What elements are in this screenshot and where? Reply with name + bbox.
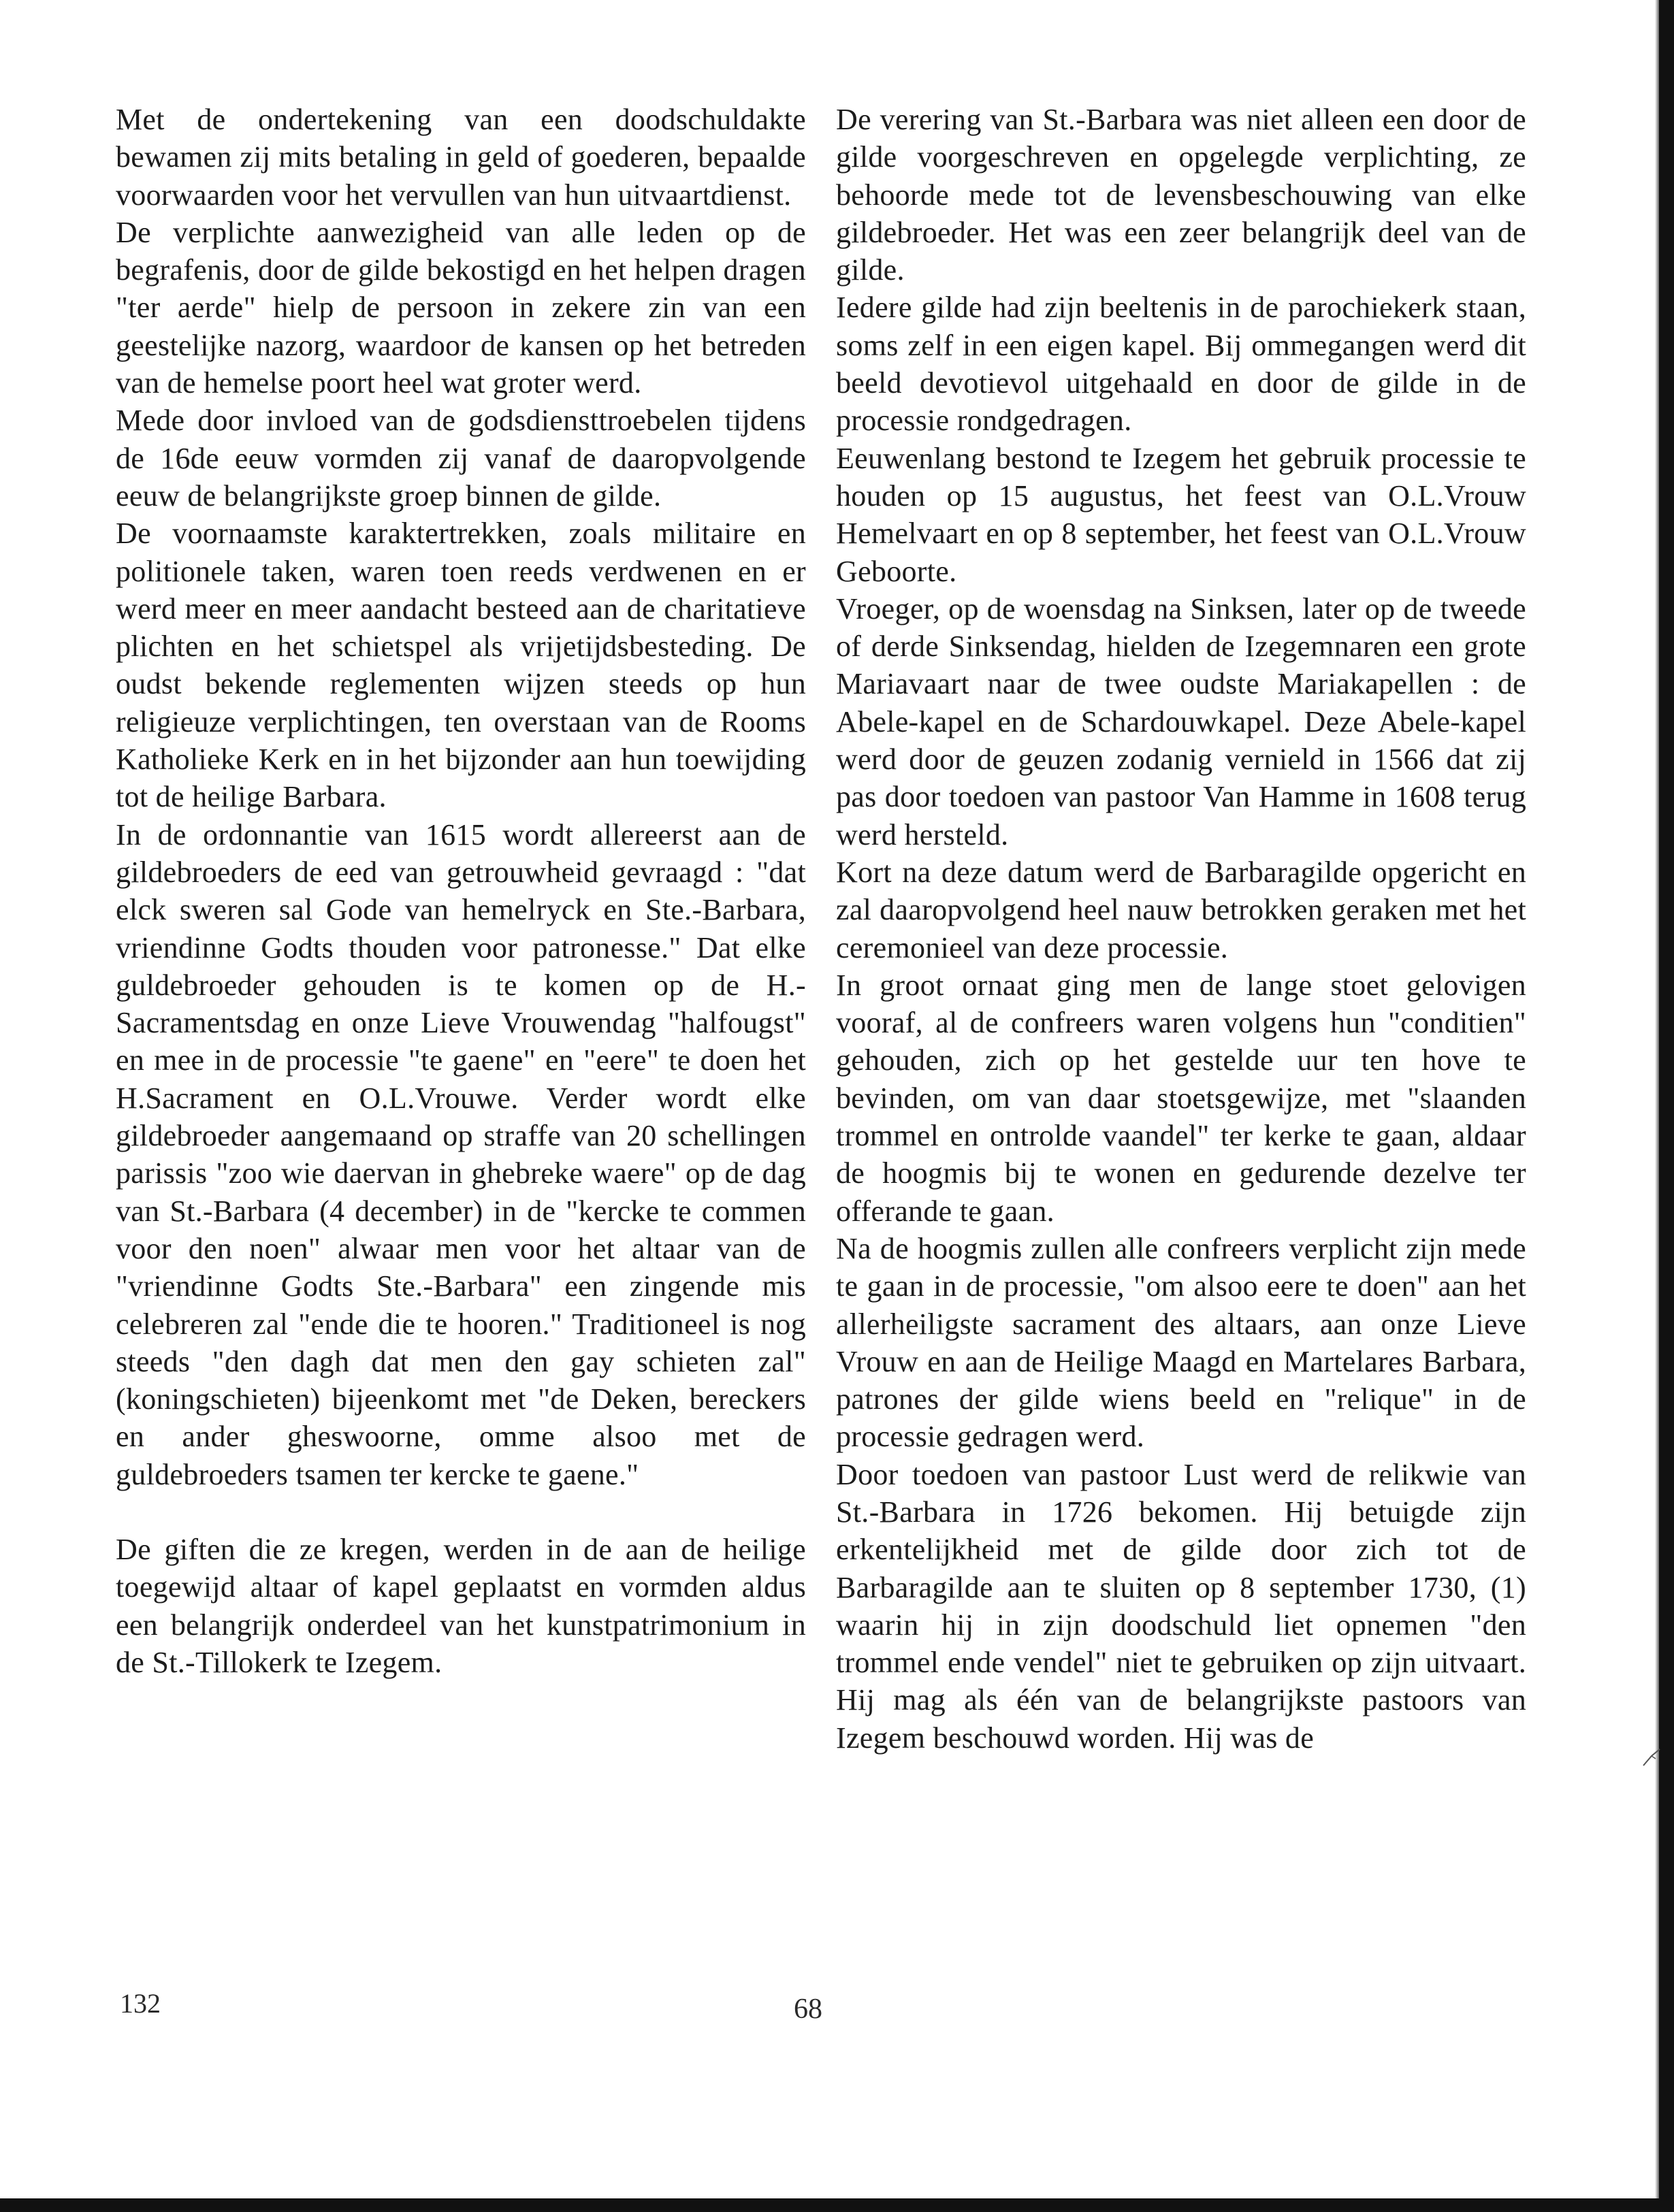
paragraph: Met de ondertekening van een doodschuldakte bewamen zij mits betaling in geld of goederen, bepaalde voorwaarden voor het vervullen van hun uitvaartdienst. <box>116 103 806 212</box>
paragraph: De voornaamste karaktertrekken, zoals militaire en politionele taken, waren toen reeds verdwenen en er werd meer en meer aandacht besteed aan de charitatieve plichten en het schietspel als vrijetijdsbesteding. De oudst bekende reglementen wijzen steeds op hun religieuze verplichtingen, ten overstaan van de Rooms Katholieke Kerk en in het bijzonder aan hun toewijding tot de heilige Barbara. <box>116 517 806 814</box>
page-number: 68 <box>794 1994 822 2025</box>
right-text-column <box>836 101 1526 1757</box>
left-text-column <box>116 101 806 1681</box>
scan-edge-bottom <box>0 2198 1674 2212</box>
pen-mark-icon <box>1642 1746 1662 1767</box>
page-number-original: 132 <box>120 1988 161 2019</box>
paragraph: De verering van St.-Barbara was niet alleen een door de gilde voorgeschreven en opgelegde verplichting, ze behoorde mede tot de levensbeschouwing van elke gildebroeder. Het was een zeer belangrijk deel van de gilde. <box>836 103 1526 287</box>
paragraph: Mede door invloed van de godsdiensttroebelen tijdens de 16de eeuw vormden zij vanaf de daaropvolgende eeuw de belangrijkste groep binnen de gilde. <box>116 404 806 513</box>
paragraph: De giften die ze kregen, werden in de aan de heilige toegewijd altaar of kapel geplaatst en vormden aldus een belangrijk onderdeel van het kunstpatrimonium in de St.-Tillokerk te Izegem. <box>116 1532 806 1679</box>
paragraph: Vroeger, op de woensdag na Sinksen, later op de tweede of derde Sinksendag, hielden de Izegemnaren een grote Mariavaart naar de twee oudste Mariakapellen : de Abele-kapel en de Schardouwkapel. Deze Abele-kapel werd door de geuzen zodanig vernield in 1566 dat zij pas door toedoen van pastoor Van Hamme in 1608 terug werd hersteld. <box>836 591 1526 851</box>
paragraph: Kort na deze datum werd de Barbaragilde opgericht en zal daaropvolgend heel nauw betrokken geraken met het ceremonieel van deze processie. <box>836 855 1526 964</box>
paragraph: Iedere gilde had zijn beeltenis in de parochiekerk staan, soms zelf in een eigen kapel. Bij ommegangen werd dit beeld devotievol uitgehaald en door de gilde in de processie rondgedragen. <box>836 291 1526 438</box>
paragraph: In groot ornaat ging men de lange stoet gelovigen vooraf, al de confreers waren volgens hun "conditien" gehouden, zich op het gestelde uur ten hove te bevinden, om van daar stoetsgewijze, met "slaanden trommel en ontrolde vaandel" ter kerke te gaan, aldaar de hoogmis bij te wonen en gedurende dezelve ter offerande te gaan. <box>836 968 1526 1228</box>
paragraph: Na de hoogmis zullen alle confreers verplicht zijn mede te gaan in de processie, "om alsoo eere te doen" aan het allerheiligste sacrament des altaars, aan onze Lieve Vrouw en aan de Heilige Maagd en Martelares Barbara, patrones der gilde wiens beeld en "relique" in de processie gedragen werd. <box>836 1231 1526 1454</box>
paragraph: Eeuwenlang bestond te Izegem het gebruik processie te houden op 15 augustus, het feest van O.L.Vrouw Hemelvaart en op 8 september, het feest van O.L.Vrouw Geboorte. <box>836 441 1526 588</box>
paragraph: In de ordonnantie van 1615 wordt allereerst aan de gildebroeders de eed van getrouwheid gevraagd : "dat elck sweren sal Gode van hemelryck en Ste.-Barbara, vriendinne Godts thouden voor patronesse." Dat elke guldebroeder gehouden is te komen op de H.-Sacramentsdag en onze Lieve Vrouwendag "halfougst" en mee in de processie "te gaene" en "eere" te doen het H.Sacrament en O.L.Vrouwe. Verder wordt elke gildebroeder aangemaand op straffe van 20 schellingen parissis "zoo wie daervan in ghebreke waere" op de dag van St.-Barbara (4 december) in de "kercke te commen voor den noen" alwaar men voor het altaar van de "vriendinne Godts Ste.-Barbara" een zingende mis celebreren zal "ende die te hooren." Traditioneel is nog steeds "den dagh dat men den gay schieten zal" (koningschieten) bijeenkomt met "de Deken, bereckers en ander gheswoorne, omme alsoo met de guldebroeders tsamen ter kercke te gaene." <box>116 817 806 1491</box>
paragraph: De verplichte aanwezigheid van alle leden op de begrafenis, door de gilde bekostigd en het helpen dragen "ter aerde" hielp de persoon in zekere zin van een geestelijke nazorg, waardoor de kansen op het betreden van de hemelse poort heel wat groter werd. <box>116 215 806 400</box>
scan-edge-right <box>1659 0 1674 2212</box>
paragraph: Door toedoen van pastoor Lust werd de relikwie van St.-Barbara in 1726 bekomen. Hij betuigde zijn erkentelijkheid met de gilde door zich tot de Barbaragilde aan te sluiten op 8 september 1730, (1) waarin hij in zijn doodschuld liet opnemen "den trommel ende vendel" niet te gebruiken op zijn uitvaart. Hij mag als één van de belangrijkste pastoors van Izegem beschouwd worden. Hij was de <box>836 1457 1526 1755</box>
